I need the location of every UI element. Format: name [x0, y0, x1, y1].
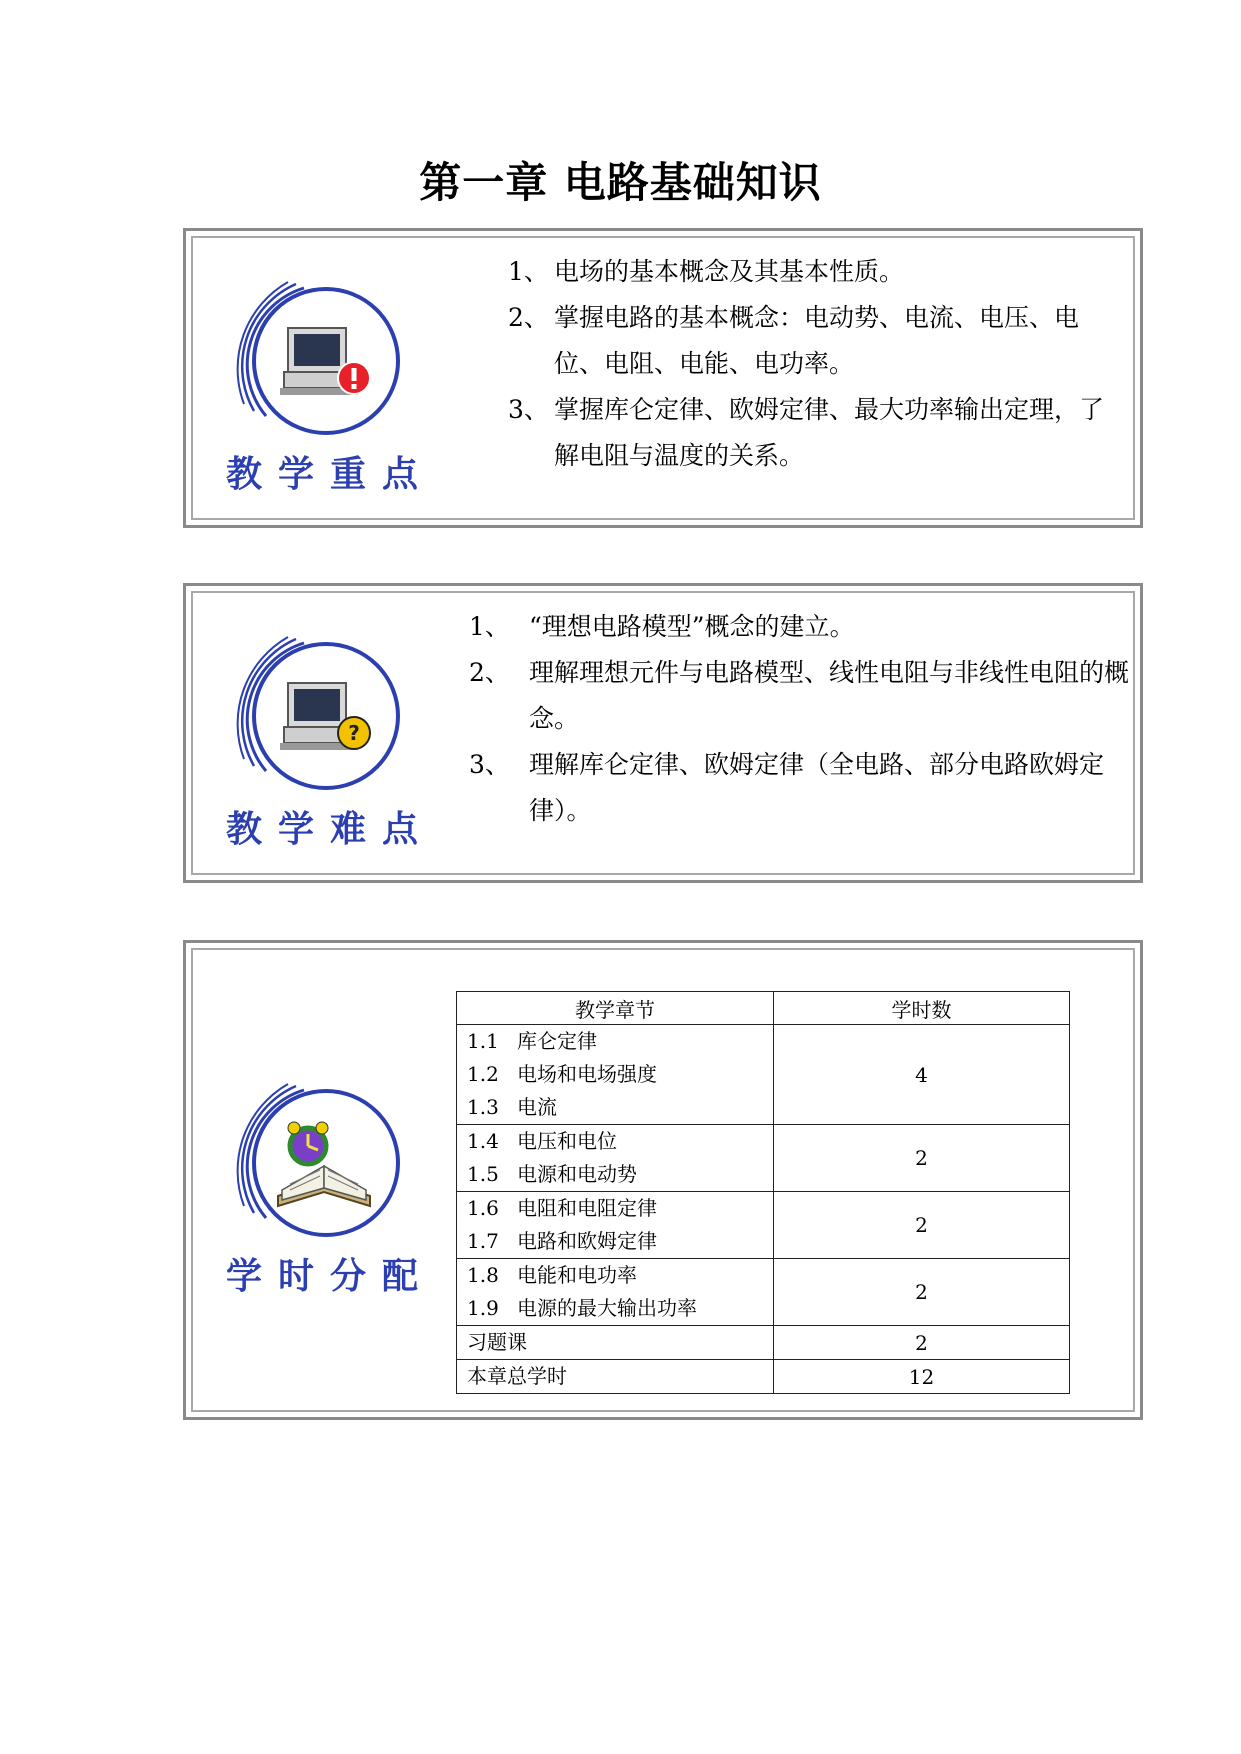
hours-allocation-emblem: [226, 1068, 435, 1308]
list-item: [469, 742, 1129, 834]
exercise-hours: 2: [774, 1326, 1070, 1360]
item-number: 2、: [469, 658, 510, 687]
book-clock-icon: [226, 1068, 416, 1258]
section-number: 1.7: [467, 1229, 499, 1253]
section-title: 电场和电场强度: [517, 1062, 657, 1086]
difficult-points-list: [469, 604, 1129, 834]
table-row: [457, 1192, 1070, 1259]
list-item: [469, 604, 1129, 650]
section-number: 1.1: [467, 1029, 499, 1053]
item-number: 3、: [508, 395, 549, 424]
column-header-hours: 学时数: [774, 992, 1070, 1025]
table-row: [457, 1125, 1070, 1192]
item-number: 3、: [469, 750, 510, 779]
item-text: “理想电路模型”概念的建立。: [529, 612, 855, 641]
list-item: [486, 249, 1126, 295]
difficult-points-label: 教学难点: [226, 809, 435, 850]
item-number: 2、: [508, 303, 549, 332]
key-points-list: [486, 249, 1126, 479]
hours-cell: 2: [774, 1192, 1070, 1259]
list-item: [469, 650, 1129, 742]
hours-allocation-label: 学时分配: [226, 1256, 435, 1297]
hours-table: [456, 991, 1070, 1394]
section-cell: [457, 1259, 774, 1326]
item-number: 1、: [508, 257, 549, 286]
section-number: 1.8: [467, 1263, 499, 1287]
hours-cell: 2: [774, 1125, 1070, 1192]
item-text: 电场的基本概念及其基本性质。: [554, 257, 905, 286]
key-points-emblem: [226, 266, 435, 506]
section-number: 1.5: [467, 1162, 499, 1186]
computer-question-icon: [226, 621, 416, 811]
section-number: 1.6: [467, 1196, 499, 1220]
section-title: 电能和电功率: [517, 1263, 637, 1287]
table-row: [457, 1025, 1070, 1125]
section-title: 库仑定律: [517, 1029, 597, 1053]
section-title: 电阻和电阻定律: [517, 1196, 657, 1220]
svg-text:?: ?: [348, 721, 360, 745]
key-points-label: 教学重点: [226, 454, 435, 495]
section-cell: [457, 1025, 774, 1125]
item-text: 理解理想元件与电路模型、线性电阻与非线性电阻的概念。: [529, 658, 1130, 733]
key-points-panel: [183, 228, 1143, 528]
computer-alert-icon: [226, 266, 416, 456]
section-number: 1.4: [467, 1129, 499, 1153]
item-text: 掌握库仑定律、欧姆定律、最大功率输出定理，了解电阻与温度的关系。: [554, 395, 1105, 470]
section-number: 1.3: [467, 1095, 499, 1119]
table-row: [457, 1360, 1070, 1394]
section-title: 电路和欧姆定律: [517, 1229, 657, 1253]
section-title: 电源的最大输出功率: [517, 1296, 697, 1320]
table-header-row: [457, 992, 1070, 1025]
hours-allocation-panel: [183, 940, 1143, 1420]
section-title: 电源和电动势: [517, 1162, 637, 1186]
item-text: 理解库仑定律、欧姆定律（全电路、部分电路欧姆定律）。: [529, 750, 1105, 825]
difficult-points-emblem: [226, 621, 435, 861]
exercise-label: 习题课: [457, 1326, 774, 1360]
total-label: 本章总学时: [457, 1360, 774, 1394]
section-number: 1.2: [467, 1062, 499, 1086]
difficult-points-panel: [183, 583, 1143, 883]
section-cell: [457, 1125, 774, 1192]
table-row: [457, 1259, 1070, 1326]
list-item: [486, 387, 1126, 479]
list-item: [486, 295, 1126, 387]
table-row: [457, 1326, 1070, 1360]
hours-cell: 4: [774, 1025, 1070, 1125]
hours-cell: 2: [774, 1259, 1070, 1326]
total-hours: 12: [774, 1360, 1070, 1394]
section-title: 电流: [517, 1095, 557, 1119]
section-title: 电压和电位: [517, 1129, 617, 1153]
section-cell: [457, 1192, 774, 1259]
section-number: 1.9: [467, 1296, 499, 1320]
column-header-section: 教学章节: [457, 992, 774, 1025]
item-number: 1、: [469, 612, 510, 641]
item-text: 掌握电路的基本概念：电动势、电流、电压、电位、电阻、电能、电功率。: [554, 303, 1080, 378]
chapter-title: 第一章 电路基础知识: [419, 158, 822, 207]
